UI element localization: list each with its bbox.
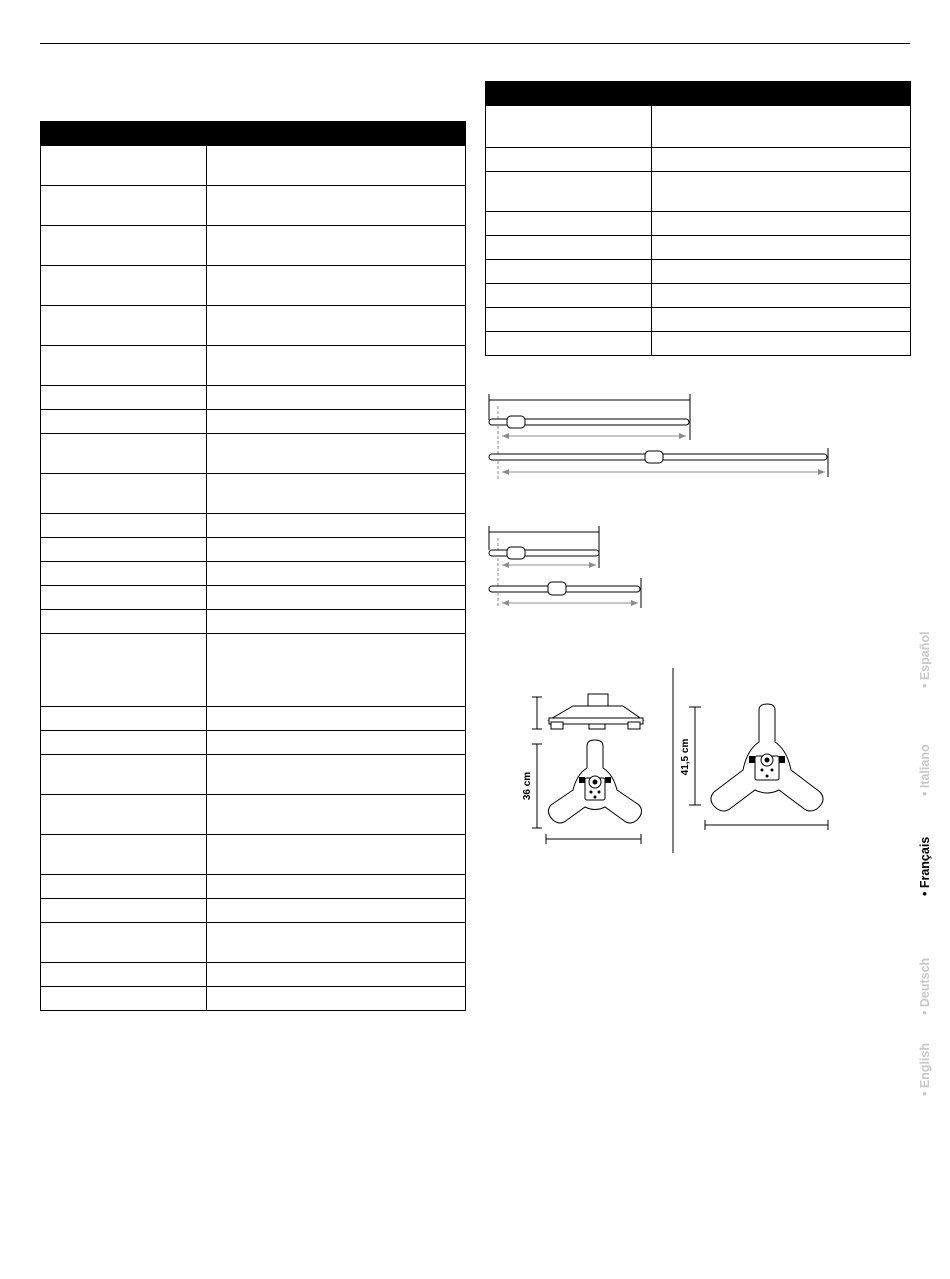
table-row bbox=[486, 284, 911, 308]
language-sidebar bbox=[918, 620, 950, 1100]
table-cell-label bbox=[41, 875, 207, 899]
table-row bbox=[41, 923, 466, 963]
table-cell-value bbox=[207, 835, 466, 875]
table-cell-value bbox=[652, 172, 911, 212]
table-row bbox=[486, 260, 911, 284]
table-cell-label bbox=[41, 434, 207, 474]
table-cell-value bbox=[207, 186, 466, 226]
table-cell-value bbox=[207, 346, 466, 386]
top-rule bbox=[40, 43, 910, 44]
table-cell-value bbox=[207, 987, 466, 1011]
table-cell-value bbox=[207, 434, 466, 474]
table-header-cell bbox=[652, 82, 911, 106]
table-cell-value bbox=[207, 875, 466, 899]
table-cell-label bbox=[486, 148, 652, 172]
table-cell-value bbox=[207, 306, 466, 346]
table-cell-label bbox=[41, 899, 207, 923]
table-cell-label bbox=[41, 963, 207, 987]
stand-base-diagram bbox=[515, 660, 835, 860]
table-cell-value bbox=[207, 226, 466, 266]
language-tab-espanol[interactable]: • Español bbox=[918, 631, 932, 688]
language-tab-italiano[interactable]: • Italiano bbox=[918, 744, 932, 796]
table-row bbox=[41, 346, 466, 386]
table-cell-value bbox=[207, 146, 466, 186]
table-cell-value bbox=[207, 795, 466, 835]
language-tab-deutsch[interactable]: • Deutsch bbox=[918, 957, 932, 1015]
language-tab-francais[interactable]: • Français bbox=[918, 836, 932, 896]
table-row bbox=[41, 306, 466, 346]
spec-table-left bbox=[40, 121, 466, 1011]
table-cell-label bbox=[41, 795, 207, 835]
table-header-cell bbox=[486, 82, 652, 106]
table-cell-value bbox=[207, 707, 466, 731]
bar-length-diagram-small bbox=[480, 522, 660, 612]
table-cell-label bbox=[41, 266, 207, 306]
table-cell-label bbox=[41, 538, 207, 562]
table-header-row bbox=[41, 122, 466, 146]
table-row bbox=[41, 731, 466, 755]
table-row bbox=[41, 410, 466, 434]
table-cell-label bbox=[41, 226, 207, 266]
table-cell-value bbox=[652, 236, 911, 260]
table-cell-label bbox=[41, 410, 207, 434]
table-row bbox=[41, 146, 466, 186]
table-cell-value bbox=[207, 755, 466, 795]
base-large-height-label: 41,5 cm bbox=[680, 738, 691, 776]
bar-length-diagram-large bbox=[480, 390, 840, 485]
table-cell-value bbox=[207, 963, 466, 987]
table-cell-value bbox=[652, 308, 911, 332]
table-cell-value bbox=[207, 899, 466, 923]
table-cell-value bbox=[207, 410, 466, 434]
table-cell-value bbox=[652, 284, 911, 308]
table-row bbox=[486, 308, 911, 332]
table-row bbox=[41, 899, 466, 923]
table-row bbox=[41, 562, 466, 586]
table-cell-label bbox=[41, 707, 207, 731]
table-row bbox=[41, 634, 466, 707]
table-row bbox=[41, 875, 466, 899]
table-cell-label bbox=[486, 332, 652, 356]
table-cell-label bbox=[41, 562, 207, 586]
table-row bbox=[41, 755, 466, 795]
table-cell-value bbox=[652, 212, 911, 236]
table-cell-label bbox=[41, 146, 207, 186]
table-row bbox=[41, 474, 466, 514]
table-cell-label bbox=[41, 474, 207, 514]
table-cell-label bbox=[41, 386, 207, 410]
table-cell-label bbox=[41, 755, 207, 795]
bar-clip bbox=[645, 451, 663, 463]
table-cell-label bbox=[486, 212, 652, 236]
table-row bbox=[41, 963, 466, 987]
table-cell-value bbox=[207, 610, 466, 634]
table-row bbox=[41, 707, 466, 731]
table-cell-value bbox=[652, 260, 911, 284]
table-row bbox=[41, 795, 466, 835]
table-row bbox=[486, 148, 911, 172]
table-cell-value bbox=[652, 332, 911, 356]
table-cell-value bbox=[207, 386, 466, 410]
table-header-cell bbox=[41, 122, 207, 146]
table-row bbox=[41, 386, 466, 410]
table-cell-value bbox=[207, 634, 466, 707]
table-cell-label bbox=[41, 610, 207, 634]
table-row bbox=[41, 266, 466, 306]
bar-clip bbox=[507, 547, 525, 559]
table-cell-value bbox=[207, 923, 466, 963]
table-cell-label bbox=[41, 514, 207, 538]
table-cell-value bbox=[207, 562, 466, 586]
table-cell-label bbox=[486, 236, 652, 260]
table-cell-label bbox=[41, 731, 207, 755]
table-row bbox=[486, 172, 911, 212]
table-cell-value bbox=[207, 266, 466, 306]
table-cell-label bbox=[486, 284, 652, 308]
table-row bbox=[486, 212, 911, 236]
table-row bbox=[41, 434, 466, 474]
table-row bbox=[41, 987, 466, 1011]
table-row bbox=[41, 226, 466, 266]
table-cell-label bbox=[41, 306, 207, 346]
table-cell-label bbox=[41, 634, 207, 707]
table-row bbox=[486, 236, 911, 260]
table-row bbox=[41, 586, 466, 610]
spec-table-right bbox=[485, 81, 911, 356]
base-small-height-label: 36 cm bbox=[522, 771, 533, 801]
language-tab-english[interactable]: • English bbox=[918, 1043, 932, 1096]
table-header-row bbox=[486, 82, 911, 106]
table-cell-label bbox=[486, 106, 652, 148]
table-row bbox=[41, 610, 466, 634]
bar-clip bbox=[548, 582, 566, 595]
table-cell-label bbox=[41, 586, 207, 610]
table-cell-label bbox=[41, 835, 207, 875]
table-header-cell bbox=[207, 122, 466, 146]
table-cell-value bbox=[207, 474, 466, 514]
table-row bbox=[486, 106, 911, 148]
table-cell-label bbox=[41, 923, 207, 963]
bar-clip bbox=[507, 416, 525, 428]
table-cell-label bbox=[486, 308, 652, 332]
table-cell-label bbox=[41, 186, 207, 226]
table-row bbox=[41, 538, 466, 562]
table-row bbox=[41, 514, 466, 538]
table-cell-label bbox=[41, 346, 207, 386]
table-cell-value bbox=[207, 514, 466, 538]
table-cell-value bbox=[207, 538, 466, 562]
table-cell-label bbox=[41, 987, 207, 1011]
table-row bbox=[41, 835, 466, 875]
table-cell-value bbox=[652, 148, 911, 172]
table-row bbox=[41, 186, 466, 226]
table-cell-label bbox=[486, 260, 652, 284]
table-cell-value bbox=[207, 731, 466, 755]
bar bbox=[489, 550, 599, 556]
table-row bbox=[486, 332, 911, 356]
table-cell-value bbox=[652, 106, 911, 148]
table-cell-label bbox=[486, 172, 652, 212]
base-side-view bbox=[549, 694, 643, 729]
table-cell-value bbox=[207, 586, 466, 610]
